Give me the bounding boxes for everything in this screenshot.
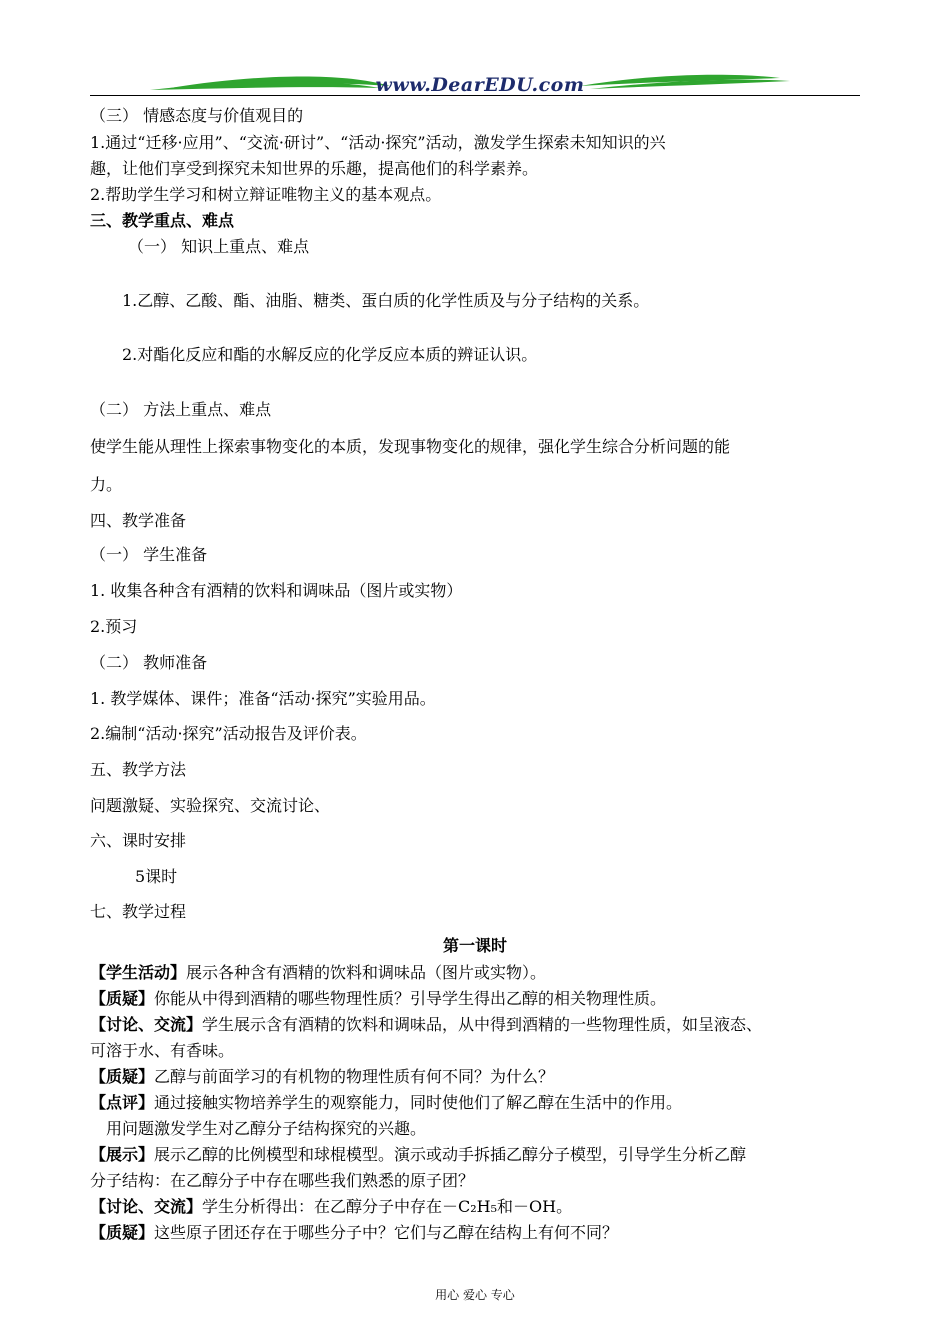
activity-tag: 【讨论、交流】 (90, 1015, 203, 1034)
paragraph-line: 1.通过“迁移·应用”、“交流·研讨”、“活动·探究”活动，激发学生探索未知知识的兴 (90, 133, 666, 152)
section-heading: 五、教学方法 (90, 760, 187, 779)
subsection-heading: （二） 方法上重点、难点 (90, 400, 272, 419)
section-heading: 六、课时安排 (90, 831, 187, 850)
activity-text: 展示乙醇的比例模型和球棍模型。演示或动手拆插乙醇分子模型，引导学生分析乙醇 (154, 1145, 747, 1164)
activity-line (90, 963, 546, 983)
activity-tag: 【点评】 (90, 1093, 155, 1112)
activity-text: 这些原子团还存在于哪些分子中？它们与乙醇在结构上有何不同？ (154, 1223, 619, 1242)
activity-text: 可溶于水、有香味。 (90, 1041, 235, 1060)
activity-text: 你能从中得到酒精的哪些物理性质？引导学生得出乙醇的相关物理性质。 (154, 989, 667, 1008)
activity-text: 学生展示含有酒精的饮料和调味品，从中得到酒精的一些物理性质，如呈液态、 (202, 1015, 763, 1034)
activity-line (106, 1119, 426, 1139)
activity-line (90, 1015, 762, 1035)
paragraph-line: 1. 收集各种含有酒精的饮料和调味品（图片或实物） (90, 581, 463, 600)
section-heading: 七、教学过程 (90, 902, 187, 921)
activity-text: 分子结构：在乙醇分子中存在哪些我们熟悉的原子团？ (90, 1171, 475, 1190)
page-footer: 用心 爱心 专心 (435, 1288, 515, 1302)
paragraph-line: 5课时 (135, 867, 178, 886)
activity-tag: 【学生活动】 (90, 963, 187, 982)
activity-line (90, 1145, 746, 1165)
activity-line (90, 1093, 682, 1113)
activity-tag: 【质疑】 (90, 989, 155, 1008)
activity-line (90, 1041, 234, 1061)
paragraph-line: 使学生能从理性上探索事物变化的本质，发现事物变化的规律，强化学生综合分析问题的能 (90, 437, 731, 456)
activity-tag: 【质疑】 (90, 1067, 155, 1086)
activity-line (90, 1197, 572, 1217)
site-logo-text: www.DearEDU.com (375, 74, 585, 96)
paragraph-line: 2.对酯化反应和酯的水解反应的化学反应本质的辨证认识。 (122, 345, 538, 364)
paragraph-line: 力。 (90, 475, 123, 494)
activity-text: 乙醇与前面学习的有机物的物理性质有何不同？为什么？ (154, 1067, 555, 1086)
activity-line (90, 1223, 618, 1243)
activity-text: 学生分析得出：在乙醇分子中存在－C₂H₅和－OH。 (202, 1197, 573, 1216)
subsection-heading: （二） 教师准备 (90, 653, 208, 672)
paragraph-line: 问题激疑、实验探究、交流讨论、 (90, 796, 331, 815)
activity-text: 用问题激发学生对乙醇分子结构探究的兴趣。 (106, 1119, 427, 1138)
activity-tag: 【讨论、交流】 (90, 1197, 203, 1216)
activity-tag: 【质疑】 (90, 1223, 155, 1242)
paragraph-line: 2.编制“活动·探究”活动报告及评价表。 (90, 724, 367, 743)
activity-tag: 【展示】 (90, 1145, 155, 1164)
activity-text: 展示各种含有酒精的饮料和调味品（图片或实物）。 (186, 963, 547, 982)
section-heading: 四、教学准备 (90, 511, 187, 530)
paragraph-line: 1.乙醇、乙酸、酯、油脂、糖类、蛋白质的化学性质及与分子结构的关系。 (122, 291, 650, 310)
paragraph-line: 2.帮助学生学习和树立辩证唯物主义的基本观点。 (90, 185, 442, 204)
activity-line (90, 1171, 474, 1191)
section-heading: 三、教学重点、难点 (90, 211, 235, 230)
header-rule (90, 95, 860, 96)
paragraph-line: 1. 教学媒体、课件；准备“活动·探究”实验用品。 (90, 689, 436, 708)
activity-text: 通过接触实物培养学生的观察能力，同时使他们了解乙醇在生活中的作用。 (154, 1093, 683, 1112)
activity-line (90, 1067, 554, 1087)
section-heading: （三） 情感态度与价值观目的 (90, 106, 304, 125)
subsection-heading: （一） 学生准备 (90, 545, 208, 564)
activity-line (90, 989, 666, 1009)
paragraph-line: 2.预习 (90, 617, 138, 636)
header-banner (90, 66, 860, 98)
paragraph-line: 趣，让他们享受到探究未知世界的乐趣，提高他们的科学素养。 (90, 159, 539, 178)
subsection-heading: （一） 知识上重点、难点 (128, 237, 310, 256)
lesson-title: 第一课时 (442, 936, 507, 955)
